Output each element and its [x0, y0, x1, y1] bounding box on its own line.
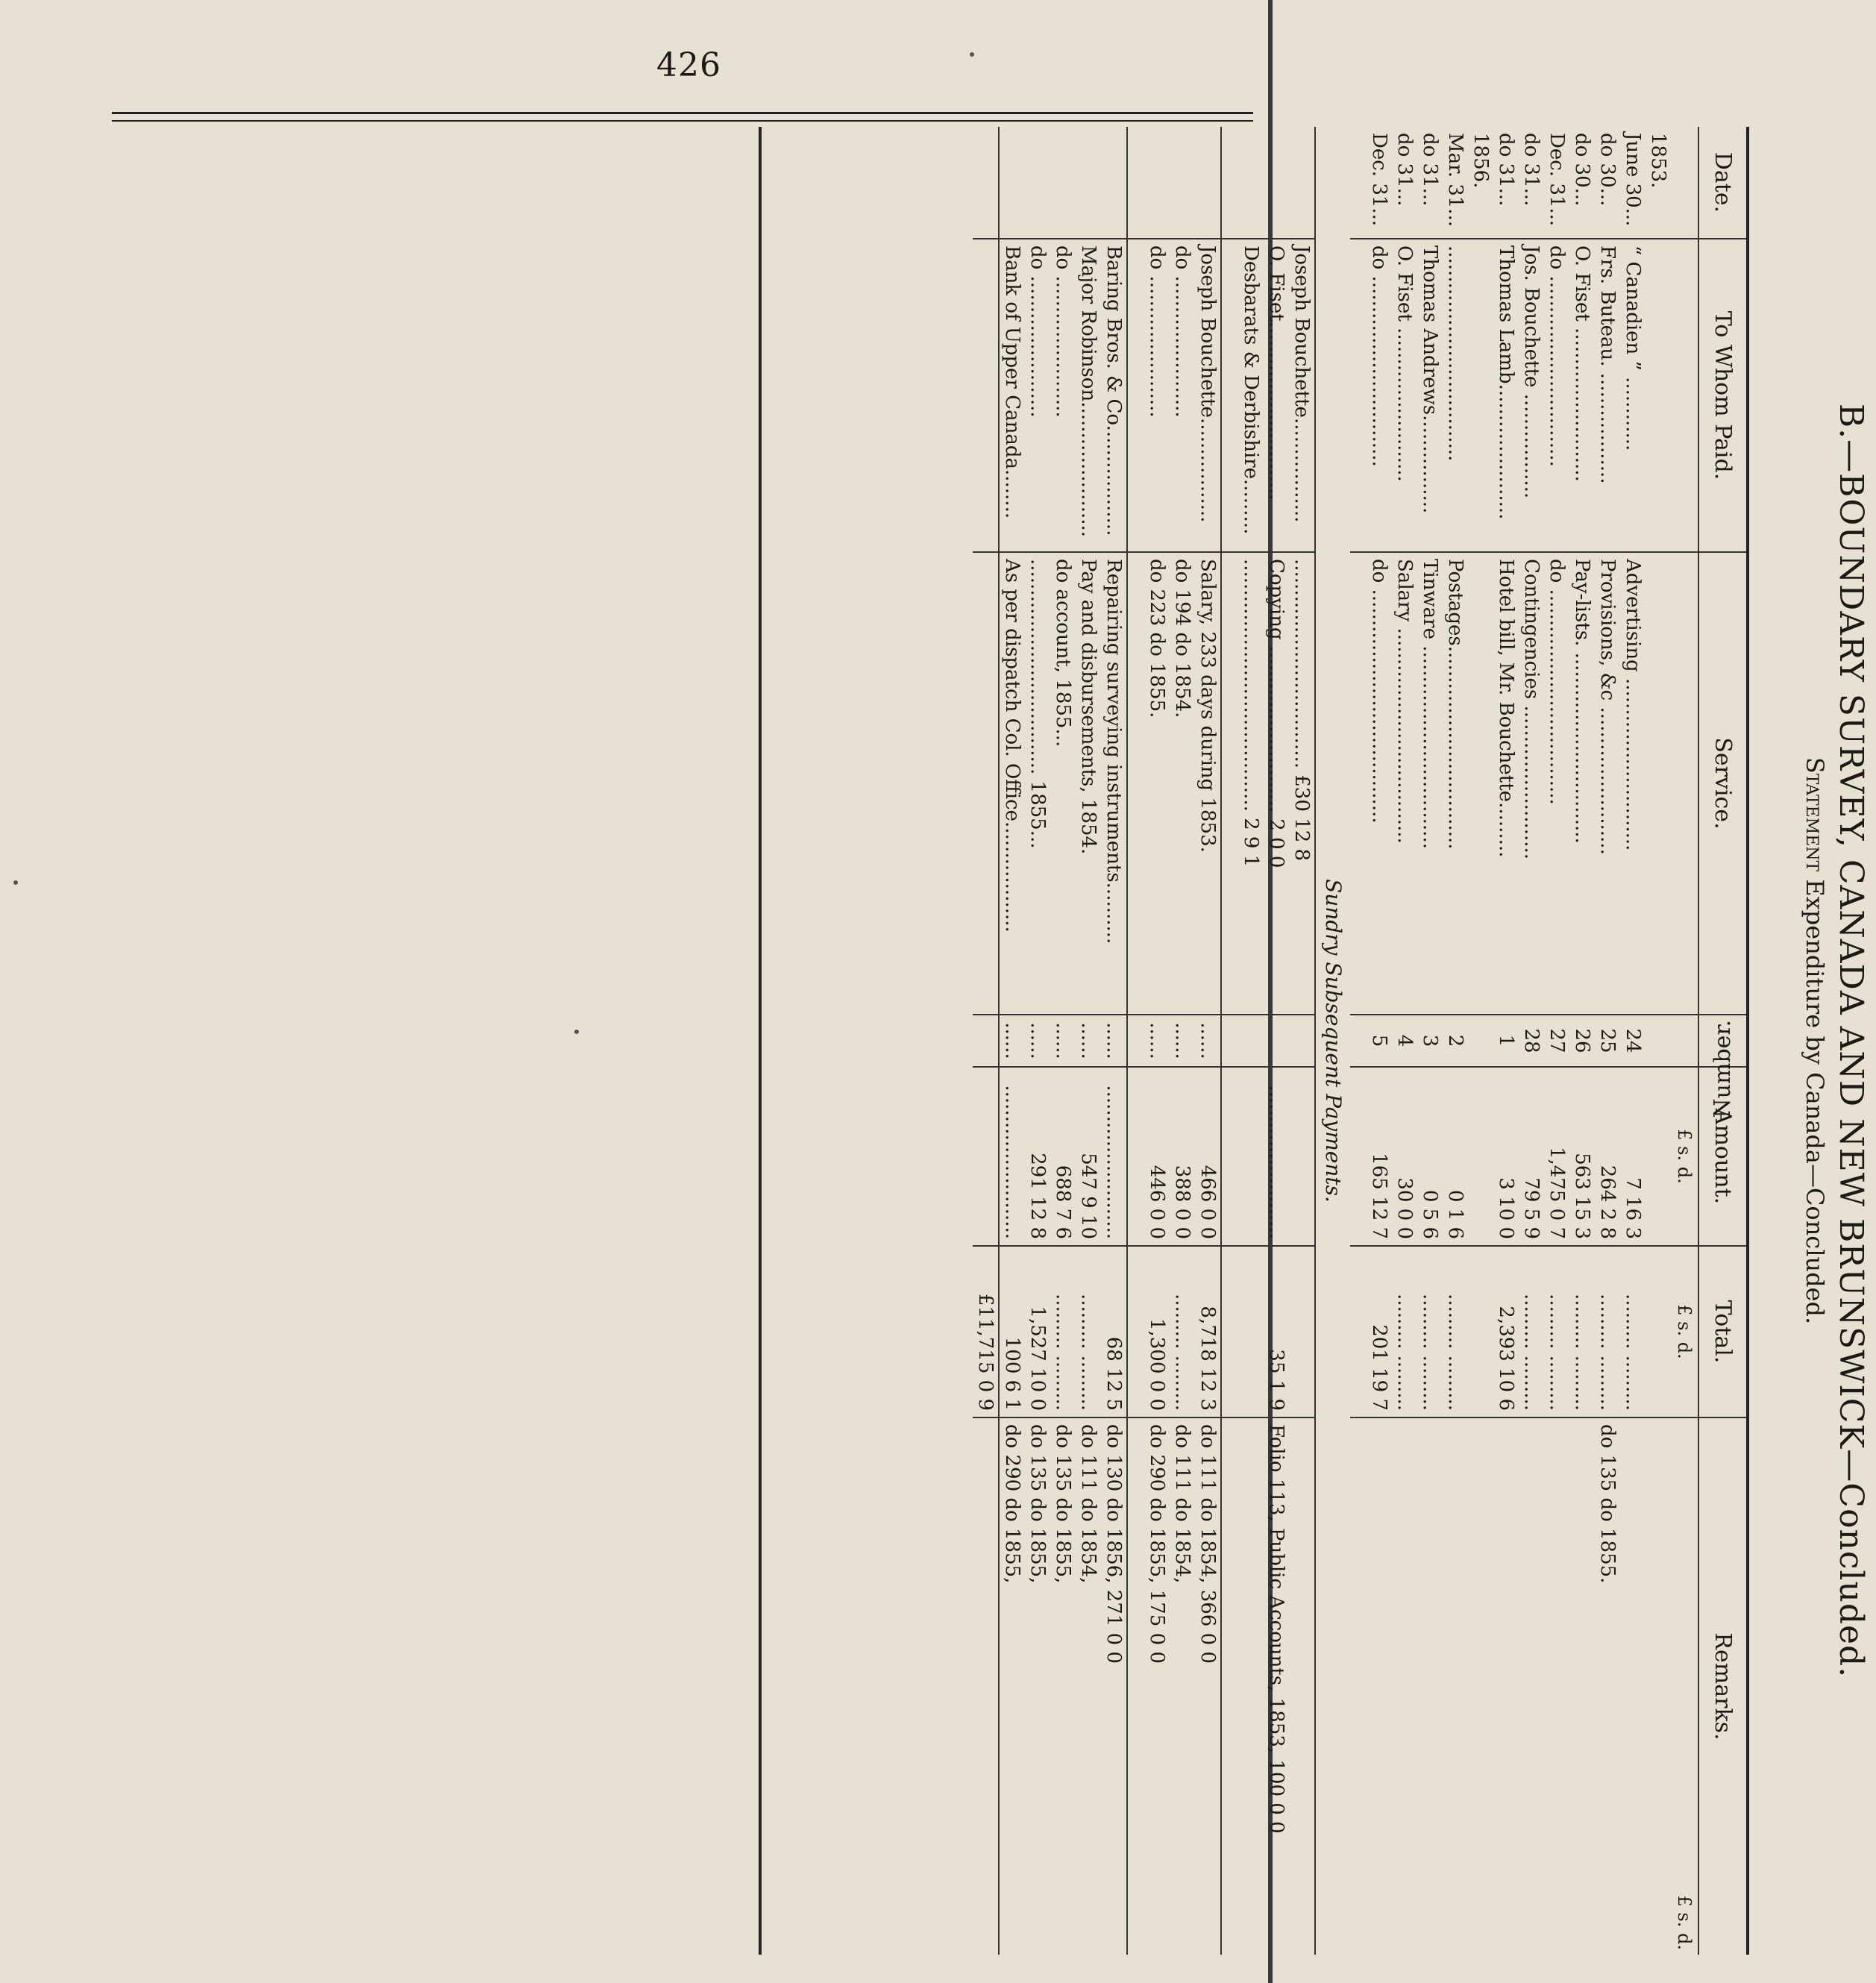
col-number — [1698, 1015, 1746, 1118]
table-row — [1367, 127, 1392, 1955]
table-row — [1569, 127, 1595, 1955]
cell-whom: do ....................... — [1144, 239, 1170, 552]
cell-service: Salary ................................... — [1392, 552, 1417, 1015]
cell-remarks — [1367, 1417, 1392, 1955]
table-row — [1646, 127, 1671, 1955]
cell-whom: Bank of Upper Canada........ — [999, 239, 1025, 552]
cell-whom: Joseph Bouchette................. — [1195, 239, 1221, 552]
cell-total: 1,300 0 0 — [1144, 1246, 1170, 1417]
spacer-cell — [1350, 1246, 1367, 1417]
sundry-heading: Sundry Subsequent Payments. — [1321, 879, 1346, 1203]
cell-date: 1856. — [1468, 127, 1493, 239]
spacer-cell — [1350, 1067, 1367, 1246]
cell-service: do 223 do 1855. — [1144, 552, 1170, 1015]
cell-date — [1238, 127, 1264, 239]
spacer-cell — [1221, 1067, 1238, 1246]
spacer-cell — [1127, 1067, 1144, 1246]
cell-date: Dec. 31... — [1544, 127, 1569, 239]
cell-amount: 264 2 8 — [1595, 1067, 1620, 1246]
cell-amount: 0 5 6 — [1417, 1067, 1443, 1246]
cell-amount: 688 7 6 — [1050, 1067, 1076, 1246]
spacer-cell — [1350, 552, 1367, 1015]
cell-total: 100 6 1 — [999, 1246, 1025, 1417]
cell-total: ......... ......... — [1417, 1246, 1443, 1417]
col-total: Total. — [1698, 1246, 1746, 1417]
cell-service: Postages................................. — [1443, 552, 1468, 1015]
cell-whom: do ....................... — [1050, 239, 1076, 552]
units-blank — [1671, 239, 1698, 552]
cell-date: do 31... — [1519, 127, 1544, 239]
cell-number: 28 — [1519, 1015, 1544, 1067]
table-row — [1264, 127, 1289, 1955]
cell-date — [1144, 127, 1170, 239]
cell-date — [1025, 127, 1050, 239]
spacer-row — [1350, 127, 1367, 1955]
cell-date — [1101, 127, 1127, 239]
cell-whom: Joseph Bouchette................. — [1289, 239, 1315, 552]
page-number: 426 — [656, 46, 721, 84]
spacer-cell — [1221, 1417, 1238, 1955]
number-label: Number. — [1710, 1020, 1736, 1118]
cell-date — [1076, 127, 1101, 239]
cell-whom: ................................... — [1443, 239, 1468, 552]
cell-date: June 30... — [1620, 127, 1646, 239]
cell-remarks — [1468, 1417, 1493, 1955]
cell-amount: 3 10 0 — [1493, 1067, 1519, 1246]
cell-amount: 165 12 7 — [1367, 1067, 1392, 1246]
cell-number: 27 — [1544, 1015, 1569, 1067]
units-blank — [1671, 1015, 1698, 1067]
cell-total: ......... ......... — [1595, 1246, 1620, 1417]
cell-date — [1289, 127, 1315, 239]
cell-service: Pay and disbursements, 1854. — [1076, 552, 1101, 1015]
cell-service: .................................. £30 12 8 — [1289, 552, 1315, 1015]
cell-service — [1468, 552, 1493, 1015]
cell-amount: 1,475 0 7 — [1544, 1067, 1569, 1246]
cell-remarks: do 135 do 1855. — [1596, 1424, 1619, 1584]
cell-remarks — [1544, 1417, 1569, 1955]
cell-remarks: do 290 do 1855, — [1001, 1424, 1023, 1584]
cell-number: ...... — [1050, 1015, 1076, 1067]
cell-total: ......... ......... — [1569, 1246, 1595, 1417]
cell-total — [1468, 1246, 1493, 1417]
cell-date: do 31... — [1493, 127, 1519, 239]
cell-number: 3 — [1417, 1015, 1443, 1067]
heading — [1801, 112, 1870, 1970]
cell-whom: O. Fiset ......................... — [1569, 239, 1595, 552]
table-row — [1025, 127, 1050, 1955]
cell-number: 2 — [1443, 1015, 1468, 1067]
cell-total: ......... ......... — [1170, 1246, 1195, 1417]
cell-service: Repairing surveying instruments.......... — [1101, 552, 1127, 1015]
cell-number: 25 — [1595, 1015, 1620, 1067]
table-row — [1392, 127, 1417, 1955]
cell-date: do 30... — [1569, 127, 1595, 239]
cell-number: 1 — [1493, 1015, 1519, 1067]
subtitle-rest: Expenditure by Canada—Concluded. — [1801, 879, 1829, 1325]
spacer-cell — [1127, 127, 1144, 239]
table-row — [1101, 127, 1127, 1955]
cell-amount: 291 12 8 — [1025, 1067, 1050, 1246]
cell-whom: O. Fiset............................. — [1264, 239, 1289, 552]
cell-amount — [1289, 1067, 1315, 1246]
spacer-cell — [1350, 1015, 1367, 1067]
table-row — [1238, 127, 1264, 1955]
cell-amount: 30 0 0 — [1392, 1067, 1417, 1246]
cell-service: Copying ........................... 2 0 0 — [1264, 552, 1289, 1015]
cell-service: do 194 do 1854. — [1170, 552, 1195, 1015]
page-title: B.—BOUNDARY SURVEY, CANADA AND NEW BRUNSWICK—Concluded. — [1832, 403, 1870, 1679]
cell-whom: Baring Bros. & Co.................. — [1101, 239, 1127, 552]
cell-remarks — [1443, 1417, 1468, 1955]
spacer-cell — [1350, 239, 1367, 552]
spacer-cell — [1350, 1417, 1367, 1955]
cell-total: ......... ......... — [1392, 1246, 1417, 1417]
cell-service: do ................................... — [1544, 552, 1569, 1015]
cell-remarks — [973, 1417, 999, 1955]
cell-remarks: do 135 do 1855, — [1052, 1424, 1074, 1584]
cell-whom: Thomas Lamb...................... — [1493, 239, 1519, 552]
cell-amount: 388 0 0 — [1170, 1067, 1195, 1246]
cell-service: Salary, 233 days during 1853. — [1195, 552, 1221, 1015]
speck — [574, 1030, 579, 1034]
spacer-cell — [1127, 1015, 1144, 1067]
cell-remarks — [1569, 1417, 1595, 1955]
cell-remarks — [1392, 1417, 1417, 1955]
cell-total: ......... ......... — [1519, 1246, 1544, 1417]
cell-remarks — [1493, 1417, 1519, 1955]
cell-date — [1195, 127, 1221, 239]
cell-number — [1468, 1015, 1493, 1067]
cell-remarks — [1620, 1417, 1646, 1955]
cell-whom: “ Canadien ” ............ — [1620, 239, 1646, 552]
cell-total: 201 19 7 — [1367, 1246, 1392, 1417]
cell-whom: O. Fiset ......................... — [1392, 239, 1417, 552]
cell-date — [1264, 127, 1289, 239]
sundry-heading-row — [1315, 127, 1350, 1955]
cell-service: Tinware ................................. — [1417, 552, 1443, 1015]
cell-amount — [1238, 1067, 1264, 1246]
cell-amount: 466 0 0 — [1195, 1067, 1221, 1246]
table-row — [1417, 127, 1443, 1955]
cell-service — [973, 552, 999, 1015]
cell-total: 8,718 12 3 — [1195, 1246, 1221, 1417]
spacer-cell — [1127, 1246, 1144, 1417]
cell-whom: do ....................... — [1170, 239, 1195, 552]
cell-amount — [1468, 1067, 1493, 1246]
col-remarks: Remarks. — [1698, 1417, 1746, 1955]
cell-whom: Thomas Andrews................ — [1417, 239, 1443, 552]
cell-whom: Desbarats & Derbishire......... — [1238, 239, 1264, 552]
cell-total: ......... ......... — [1050, 1246, 1076, 1417]
cell-date: do 31... — [1417, 127, 1443, 239]
cell-number: 4 — [1392, 1015, 1417, 1067]
cell-number: ...... — [1101, 1015, 1127, 1067]
cell-service: do ...................................... — [1367, 552, 1392, 1015]
col-to-whom-paid: To Whom Paid. — [1698, 239, 1746, 552]
table-row — [1595, 127, 1620, 1955]
cell-remarks: do 111 do 1854, — [1077, 1424, 1099, 1584]
table-row — [1170, 127, 1195, 1955]
col-date: Date. — [1698, 127, 1746, 239]
cell-total: 35 1 9 — [1264, 1246, 1289, 1417]
cell-date — [1050, 127, 1076, 239]
spacer-row — [1127, 127, 1144, 1955]
cell-number: ...... — [1144, 1015, 1170, 1067]
cell-total: ......... ......... — [1443, 1246, 1468, 1417]
cell-date: Dec. 31... — [1367, 127, 1392, 239]
cell-amount: 547 9 10 — [1076, 1067, 1101, 1246]
cell-amount — [973, 1067, 999, 1246]
cell-whom — [1646, 239, 1671, 552]
units-blank — [1671, 552, 1698, 1015]
table-row — [999, 127, 1025, 1955]
cell-service: ......................................... 2 9 1 — [1238, 552, 1264, 1015]
cell-whom: Major Robinson...................... — [1076, 239, 1101, 552]
spacer-row — [1221, 127, 1238, 1955]
table-row — [1493, 127, 1519, 1955]
cell-number: ...... — [999, 1015, 1025, 1067]
cell-service: Hotel bill, Mr. Bouchette......... — [1493, 552, 1519, 1015]
cell-total: 2,393 10 6 — [1493, 1246, 1519, 1417]
cell-whom — [973, 239, 999, 552]
cell-service: Pay-lists. ............................... — [1569, 552, 1595, 1015]
cell-remarks: do 130 do 1856, 271 0 0 — [1101, 1417, 1127, 1955]
amount-units: £ s. d. — [1671, 1067, 1698, 1246]
table-row — [1620, 127, 1646, 1955]
cell-amount: 7 16 3 — [1620, 1067, 1646, 1246]
spacer-cell — [1127, 1417, 1144, 1955]
speck — [970, 52, 974, 57]
cell-remarks: Folio 113, Public Accounts, 1853, 100 0 0 — [1265, 1424, 1287, 1834]
spacer-cell — [1221, 552, 1238, 1015]
cell-number — [1264, 1015, 1289, 1067]
col-service: Service. — [1698, 552, 1746, 1015]
cell-service: Provisions, &c ........................ — [1595, 552, 1620, 1015]
cell-number: ...... — [1025, 1015, 1050, 1067]
ledger-body — [973, 127, 1671, 1955]
cell-service — [1646, 552, 1671, 1015]
cell-whom: Frs. Buteau. .................. — [1595, 239, 1620, 552]
cell-service: Advertising ............................ — [1620, 552, 1646, 1015]
col-amount: Amount. — [1698, 1067, 1746, 1246]
cell-number — [1238, 1015, 1264, 1067]
cell-date — [1170, 127, 1195, 239]
cell-amount: 79 5 9 — [1519, 1067, 1544, 1246]
spacer-cell — [1221, 1246, 1238, 1417]
table-row — [1468, 127, 1493, 1955]
cell-number — [1646, 1015, 1671, 1067]
cell-number: 24 — [1620, 1015, 1646, 1067]
table-row — [1544, 127, 1569, 1955]
cell-date: do 31... — [1392, 127, 1417, 239]
cell-total — [1289, 1246, 1315, 1417]
cell-date: do 30... — [1595, 127, 1620, 239]
cell-remarks — [1417, 1417, 1443, 1955]
cell-service: ................................... 1855... — [1025, 552, 1050, 1015]
cell-date — [973, 127, 999, 239]
spacer-cell — [1127, 239, 1144, 552]
cell-total: £11,715 0 9 — [973, 1246, 999, 1417]
subtitle-lead: Statement — [1801, 756, 1829, 872]
cell-remarks: do 111 do 1854, 366 0 0 — [1195, 1417, 1221, 1955]
cell-service: As per dispatch Col. Office.................. — [999, 552, 1025, 1015]
cell-remarks: do 111 do 1854, — [1171, 1424, 1193, 1584]
cell-amount: ......................... — [1101, 1067, 1127, 1246]
cell-service: Contingencies ......................... — [1519, 552, 1544, 1015]
cell-total: 68 12 5 — [1101, 1246, 1127, 1417]
spacer-cell — [1350, 127, 1367, 239]
cell-amount: 446 0 0 — [1144, 1067, 1170, 1246]
cell-total — [1646, 1246, 1671, 1417]
cell-whom: do ....................... — [1025, 239, 1050, 552]
speck — [13, 880, 18, 885]
cell-number: ...... — [1170, 1015, 1195, 1067]
cell-amount: ......................... — [999, 1067, 1025, 1246]
cell-number: ...... — [1195, 1015, 1221, 1067]
table-row — [1195, 127, 1221, 1955]
cell-total: ......... ......... — [1076, 1246, 1101, 1417]
rotated-page-content — [727, 112, 1876, 1970]
cell-total: ......... ......... — [1544, 1246, 1569, 1417]
expenditure-table — [759, 127, 1749, 1955]
cell-number: ...... — [1076, 1015, 1101, 1067]
cell-date: 1853. — [1646, 127, 1671, 239]
cell-whom: Jos. Bouchette ................. — [1519, 239, 1544, 552]
cell-remarks: do 290 do 1855, 175 0 0 — [1146, 1424, 1168, 1664]
table-row — [1289, 127, 1315, 1955]
grand-total-row — [973, 127, 999, 1955]
cell-number: 26 — [1569, 1015, 1595, 1067]
remarks-units: £ s. d. — [1674, 1895, 1695, 1950]
units-blank — [1671, 127, 1698, 239]
cell-number — [973, 1015, 999, 1067]
cell-total: ......... ......... — [1620, 1246, 1646, 1417]
cell-whom: do ............................... — [1367, 239, 1392, 552]
cell-amount: 563 15 3 — [1569, 1067, 1595, 1246]
table-row — [1076, 127, 1101, 1955]
total-units: £ s. d. — [1671, 1246, 1698, 1417]
cell-remarks — [1646, 1417, 1671, 1955]
spacer-cell — [1221, 127, 1238, 239]
cell-whom — [1468, 239, 1493, 552]
spacer-cell — [1127, 552, 1144, 1015]
table-row — [1050, 127, 1076, 1955]
spacer-cell — [1221, 239, 1238, 552]
table-row — [1519, 127, 1544, 1955]
cell-remarks: do 135 do 1855, — [1026, 1424, 1049, 1584]
page-subtitle — [1801, 112, 1829, 1970]
cell-date — [999, 127, 1025, 239]
cell-number: 5 — [1367, 1015, 1392, 1067]
cell-number — [1289, 1015, 1315, 1067]
cell-amount: 0 1 6 — [1443, 1067, 1468, 1246]
cell-date: Mar. 31... — [1443, 127, 1468, 239]
cell-service: do account, 1855... — [1050, 552, 1076, 1015]
table-row — [1443, 127, 1468, 1955]
spacer-cell — [1221, 1015, 1238, 1067]
cell-remarks — [1289, 1417, 1315, 1955]
cell-total — [1238, 1246, 1264, 1417]
cell-amount: ......................... — [1264, 1067, 1289, 1246]
table-row — [1144, 127, 1170, 1955]
cell-remarks — [1519, 1417, 1544, 1955]
cell-amount — [1646, 1067, 1671, 1246]
cell-total: 1,527 10 0 — [1025, 1246, 1050, 1417]
cell-remarks — [1238, 1417, 1264, 1955]
cell-whom: do ............................... — [1544, 239, 1569, 552]
